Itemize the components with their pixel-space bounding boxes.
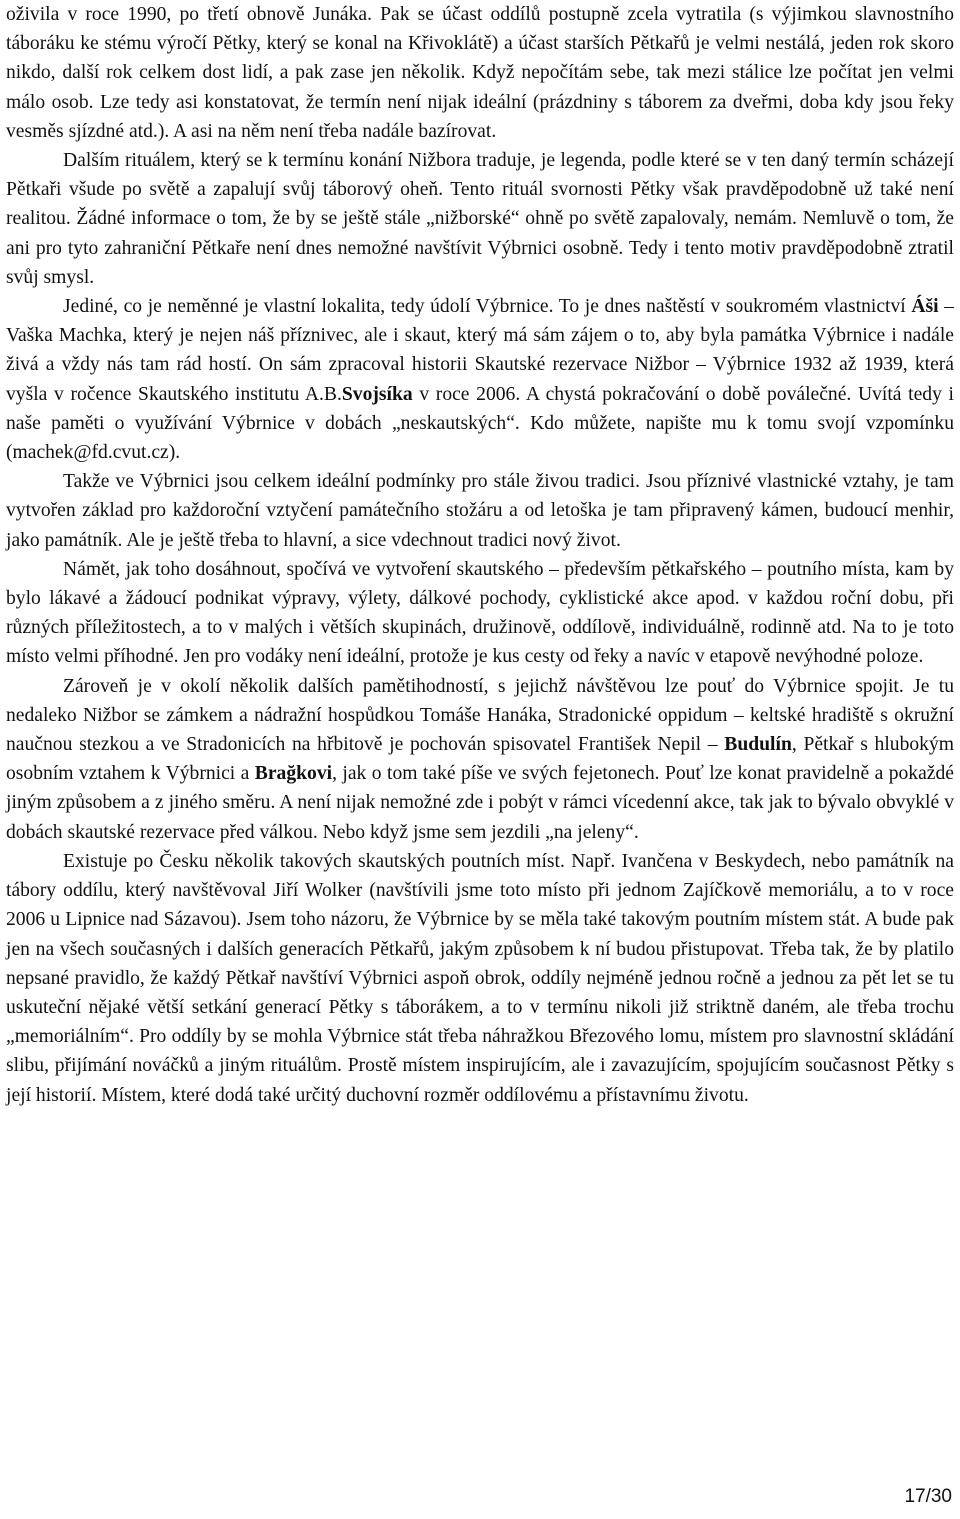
- text-run: Jediné, co je neměnné je vlastní lokalita, tedy údolí Výbrnice. To je dnes naštěstí v soukromém vlastnictví: [63, 296, 912, 318]
- bold-name: Brağkovi: [254, 763, 333, 785]
- paragraph: [6, 146, 954, 292]
- text-run: oživila v roce 1990, po třetí obnově Junáka. Pak se účast oddílů postupně zcela vytratila (s výjimkou slavnostního táboráku ke stému výročí Pětky, který se konal na Křivoklátě) a účast starších Pětkařů je velmi nestálá, jeden rok skoro nikdo, další rok celkem dost lidí, a pak zase jen několik. Když nepočítám sebe, tak mezi stálice lze počítat jen velmi málo osob. Lze tedy asi konstatovat, že termín není nijak ideální (prázdniny s táborem za dveřmi, doba kdy jsou řeky vesměs sjízdné atd.). A asi na něm není třeba nadále bazírovat.: [6, 4, 954, 142]
- text-run: v roce 2006. A chystá pokračování o době poválečné. Uvítá tedy i naše paměti o využívání Výbrnice v dobách „neskautských“. Kdo můžete, napište mu k tomu svojí vzpomínku (machek@fd.cvut.cz).: [6, 383, 954, 464]
- text-run: Zároveň je v okolí několik dalších pamětihodností, s jejichž návštěvou lze pouť do Výbrnice spojit. Je tu nedaleko Nižbor se zámkem a nádražní hospůdkou Tomáše Hanáka, Stradonické oppidum – keltské hradiště s okružní naučnou stezkou a ve Stradonicích na hřbitově je pochován spisovatel František Nepil –: [6, 675, 954, 756]
- paragraph: [6, 555, 954, 672]
- text-run: Existuje po Česku několik takových skautských poutních míst. Např. Ivančena v Beskydech, nebo památník na tábory oddílu, který navštěvoval Jiří Wolker (navštívili jsme toto místo při jednom Zajíčkově memoriálu, a to v roce 2006 u Lipnice nad Sázavou). Jsem toho názoru, že Výbrnice by se měla také takovým poutním místem stát. A bude pak jen na všech současných i dalších generacích Pětkařů, jakým způsobem k ní budou přistupovat. Třeba tak, že by platilo nepsané pravidlo, že každý Pětkař navštíví Výbrnici aspoň obrok, oddíly nejméně jednou ročně a jednou za pět let se tu uskuteční nějaké větší setkání generací Pětky s táborákem, a to v termínu nikoli již striktně daném, ale třeba trochu „memoriálním“. Pro oddíly by se mohla Výbrnice stát třeba náhražkou Březového lomu, místem pro slavnostní skládání slibu, přijímání nováčků a jiným rituálům. Prostě místem inspirujícím, ale i zavazujícím, spojujícím současnost Pětky s její historií. Místem, které dodá také určitý duchovní rozměr oddílovému a přístavnímu životu.: [6, 850, 954, 1106]
- page-number: 17/30: [904, 1486, 952, 1507]
- document-page: [6, 0, 954, 1110]
- text-run: Takže ve Výbrnici jsou celkem ideální podmínky pro stále živou tradici. Jsou příznivé vlastnické vztahy, je tam vytvořen základ pro každoroční vztyčení památečního stožáru a od letoška je tam připravený kámen, budoucí menhir, jako památník. Ale je ještě třeba to hlavní, a sice vdechnout tradici nový život.: [6, 471, 954, 551]
- text-run: , Pětkař s hlubokým osobním vztahem k Výbrnici a: [6, 734, 954, 785]
- bold-name: Áši: [911, 296, 939, 318]
- text-run: Dalším rituálem, který se k termínu konání Nižbora traduje, je legenda, podle které se v ten daný termín scházejí Pětkaři všude po světě a zapalují svůj táborový oheň. Tento rituál svornosti Pětky však pravděpodobně už také není realitou. Žádné informace o tom, že by se ještě stále „nižborské“ ohně po světě zapalovaly, nemám. Nemluvě o tom, že ani pro tyto zahraniční Pětkaře není dnes nemožné navštívit Výbrnici osobně. Tedy i tento motiv pravděpodobně ztratil svůj smysl.: [6, 150, 954, 288]
- paragraph: [6, 672, 954, 847]
- paragraph: [6, 847, 954, 1110]
- bold-name: Svojsíka: [341, 383, 413, 405]
- text-run: – Vaška Machka, který je nejen náš příznivec, ale i skaut, který má sám zájem o to, aby byla památka Výbrnice i nadále živá a vždy nás tam rád hostí. On sám zpracoval historii Skautské rezervace Nižbor – Výbrnice 1932 až 1939, která vyšla v ročence Skautského institutu A.B.: [6, 296, 954, 405]
- paragraph: [6, 467, 954, 555]
- text-run: , jak o tom také píše ve svých fejetonech. Pouť lze konat pravidelně a pokaždé jiným způsobem a z jiného směru. A není nijak nemožné zde i pobýt v rámci vícedenní akce, tak jak to bývalo obvyklé v dobách skautské rezervace před válkou. Nebo když jsme sem jezdili „na jeleny“.: [6, 763, 954, 843]
- text-run: Námět, jak toho dosáhnout, spočívá ve vytvoření skautského – především pětkařského – poutního místa, kam by bylo lákavé a žádoucí podnikat výpravy, výlety, dálkové pochody, cyklistické akce apod. v každou roční dobu, při různých příležitostech, a to v malých i větších skupinách, družinově, oddílově, individuálně, rodinně atd. Na to je toto místo velmi příhodné. Jen pro vodáky není ideální, protože je kus cesty od řeky a navíc v etapově nevýhodné poloze.: [6, 558, 954, 668]
- bold-name: Budulín: [724, 734, 792, 756]
- paragraph: [6, 292, 954, 467]
- paragraph: [6, 0, 954, 146]
